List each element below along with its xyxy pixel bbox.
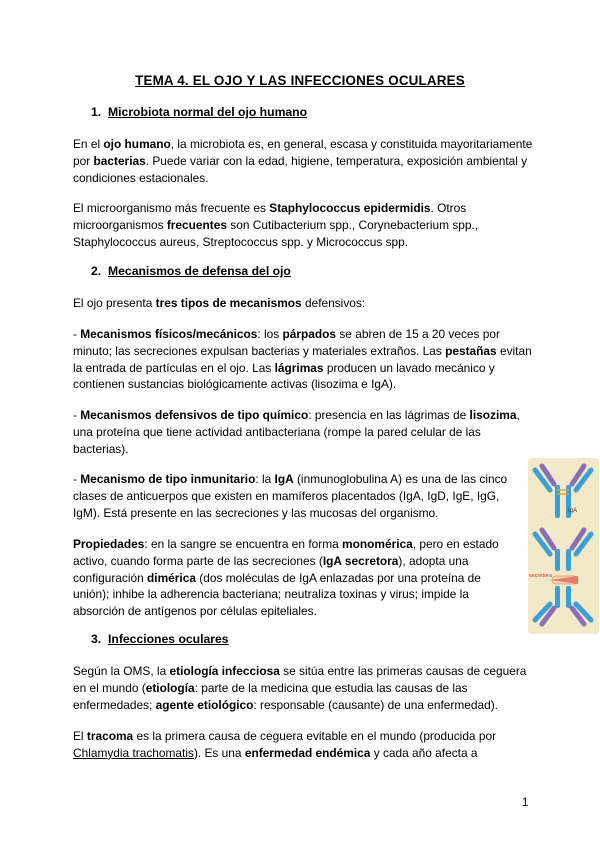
section-heading-3: 3. Infecciones oculares [91,632,229,646]
paragraph-defense-intro: El ojo presenta tres tipos de mecanismos defensivos: [73,296,366,310]
paragraph-properties: Propiedades: en la sangre se encuentra en forma monomérica, pero en estado activo, cuando forma parte de las secreciones (IgA secretora), adopta una configuración dimérica (dos moléculas de IgA enlazadas por una proteína de unión); inhibe la adherencia bacteriana; neutraliza toxinas y virus; impide la absorción de antígenos por células epiteliales. [73,537,499,619]
section-heading-1: 1. Microbiota normal del ojo humano [91,105,308,119]
page-title: TEMA 4. EL OJO Y LAS INFECCIONES OCULARES [135,73,465,88]
paragraph-physical-mechanisms: - Mecanismos físicos/mecánicos: los párpados se abren de 15 a 20 veces por minuto; las secreciones expulsan bacterias y materiales extraños. Las pestañas evitan la entrada de partículas en el ojo. Las lágrimas producen un lavado mecánico y contienen sustancias biológicamente activas (lisozima e IgA). [73,327,532,392]
section-heading-2: 2. Mecanismos de defensa del ojo [91,264,291,278]
paragraph-microorganisms: El microorganismo más frecuente es Staphylococcus epidermidis. Otros microorganismos frecuentes son Cutibacterium spp., Corynebacterium spp., Staphylococcus aureus, Streptococcus spp. y Micrococcus spp. [73,201,479,249]
page-number: 1 [522,797,529,809]
paragraph-tracoma: El tracoma es la primera causa de ceguera evitable en el mundo (producida por Chlamydia trachomatis). Es una enfermedad endémica y cada año afecta a [73,729,497,760]
label-secretora: secretora [529,573,552,579]
antibody-figure [528,458,599,634]
iga-monomer-icon [535,466,591,518]
paragraph-oms-etiology: Según la OMS, la etiología infecciosa se sitúa entre las primeras causas de ceguera en el mundo (etiología: parte de la medicina que estudia las causas de las enfermedades; agente etiológico: responsable (causante) de una enfermedad). [73,664,527,712]
paragraph-chemical-mechanisms: - Mecanismos defensivos de tipo químico: presencia en las lágrimas de lisozima, una proteína que tiene actividad antibacteriana (rompe la pared celular de las bacterias). [73,408,520,456]
paragraph-immune-mechanism: - Mecanismo de tipo inmunitario: la IgA (inmunoglobulina A) es una de las cinco clases de anticuerpos que existen en mamíferos placentados (IgA, IgD, IgE, IgG, IgM). Está presente en las secreciones y las mucosas del organismo. [73,472,508,520]
iga-antibody-illustration [528,458,599,634]
paragraph-microbiota: En el ojo humano, la microbiota es, en general, escasa y constituida mayoritariamente por bacterias. Puede variar con la edad, higiene, temperatura, exposición ambiental y condiciones estacionales. [73,137,533,185]
label-iga: IgA [568,508,578,514]
secretory-iga-dimer-icon [529,530,591,624]
